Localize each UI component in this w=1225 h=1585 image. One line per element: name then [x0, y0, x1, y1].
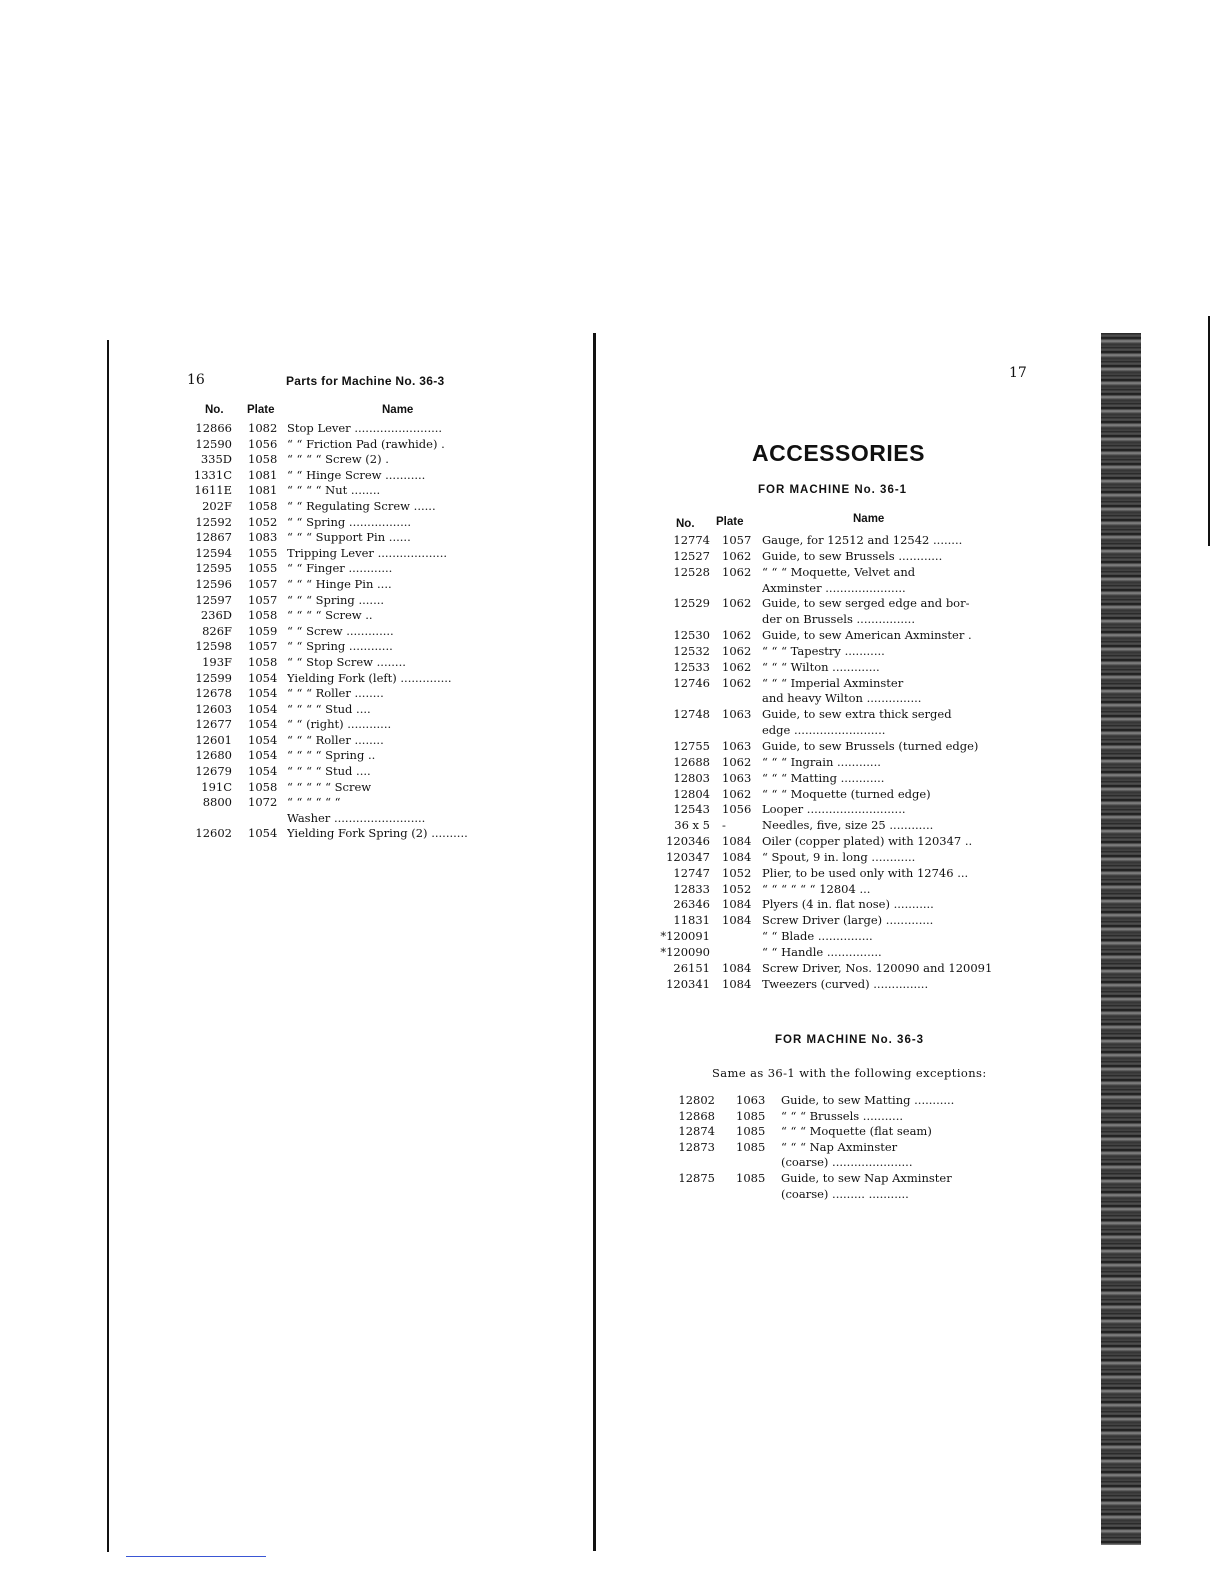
- plate-number: 1056: [722, 802, 752, 817]
- plate-number: 1054: [248, 826, 278, 841]
- part-number: 12590: [195, 436, 232, 451]
- table-row: [180, 421, 520, 437]
- part-number: 12543: [673, 802, 710, 817]
- table-row: [180, 655, 520, 671]
- table-row: [655, 612, 1000, 628]
- part-number: 12599: [195, 670, 232, 685]
- part-number: *120090: [660, 944, 710, 959]
- table-row: [655, 596, 1000, 612]
- table-row: [180, 702, 520, 718]
- plate-number: 1084: [722, 897, 752, 912]
- part-name: “ “ “ Roller ........: [287, 686, 384, 701]
- table-row: [180, 546, 520, 562]
- table-row: [665, 1171, 1005, 1187]
- table-row: [180, 468, 520, 484]
- part-name: Guide, to sew extra thick serged: [762, 707, 952, 722]
- table-row: [655, 644, 1000, 660]
- plate-number: 1062: [722, 659, 752, 674]
- part-number: 12875: [678, 1170, 715, 1185]
- part-number: 191C: [201, 779, 232, 794]
- part-number: 12874: [678, 1124, 715, 1139]
- table-row: [655, 961, 1000, 977]
- plate-number: 1055: [248, 545, 278, 560]
- part-name: “ “ “ Support Pin ......: [287, 530, 411, 545]
- table-row: [180, 530, 520, 546]
- table-row: [655, 866, 1000, 882]
- plate-number: -: [722, 818, 726, 833]
- plate-number: 1058: [248, 608, 278, 623]
- part-name: Screw Driver (large) .............: [762, 913, 934, 928]
- plate-number: 1063: [722, 770, 752, 785]
- part-number: 193F: [202, 654, 232, 669]
- part-name: Guide, to sew American Axminster .: [762, 628, 972, 643]
- part-name: “ “ “ “ “ “ 12804 ...: [762, 881, 871, 896]
- left-col-plate-header: Plate: [247, 404, 275, 416]
- table-row: [180, 795, 520, 811]
- left-page-number: 16: [187, 372, 205, 388]
- part-number: 826F: [202, 623, 232, 638]
- part-name: “ “ Regulating Screw ......: [287, 498, 436, 513]
- part-number: 12679: [195, 764, 232, 779]
- part-name: “ “ “ Roller ........: [287, 732, 384, 747]
- part-name: “ “ Blade ...............: [762, 929, 873, 944]
- part-name: Washer .........................: [287, 810, 426, 825]
- part-name: “ “ Handle ...............: [762, 944, 882, 959]
- plate-number: 1055: [248, 561, 278, 576]
- exceptions-list: [665, 1093, 1005, 1202]
- part-number: 12529: [673, 596, 710, 611]
- part-number: 12746: [673, 675, 710, 690]
- table-row: [180, 717, 520, 733]
- part-name: “ “ Stop Screw ........: [287, 654, 406, 669]
- plate-number: 1082: [248, 421, 278, 435]
- right-col-name-header: Name: [853, 513, 885, 525]
- plate-number: 1054: [248, 748, 278, 763]
- part-name: Stop Lever ........................: [287, 421, 443, 435]
- part-name: “ “ “ Nap Axminster: [781, 1139, 898, 1154]
- table-row: [180, 780, 520, 796]
- plate-number: 1084: [722, 913, 752, 928]
- section2-note: Same as 36-1 with the following exceptions:: [712, 1066, 987, 1080]
- plate-number: 1054: [248, 686, 278, 701]
- part-name: Gauge, for 12512 and 12542 ........: [762, 533, 963, 547]
- table-row: [665, 1140, 1005, 1156]
- part-name: “ “ “ “ Stud ....: [287, 764, 371, 779]
- part-number: 12678: [195, 686, 232, 701]
- table-row: [655, 818, 1000, 834]
- part-number: 12873: [678, 1139, 715, 1154]
- table-row: [655, 787, 1000, 803]
- table-row: [655, 565, 1000, 581]
- part-name: “ “ Spring ............: [287, 639, 393, 654]
- plate-number: 1057: [248, 592, 278, 607]
- table-row: [655, 739, 1000, 755]
- table-row: [655, 755, 1000, 771]
- table-row: [655, 802, 1000, 818]
- plate-number: 1085: [736, 1139, 766, 1154]
- part-name: “ “ Screw .............: [287, 623, 394, 638]
- part-name: Yielding Fork (left) ..............: [287, 670, 452, 685]
- part-number: 26346: [673, 897, 710, 912]
- plate-number: 1084: [722, 976, 752, 991]
- table-row: [180, 826, 520, 842]
- part-number: 12688: [673, 754, 710, 769]
- table-row: [665, 1187, 1005, 1203]
- part-name: “ “ (right) ............: [287, 717, 392, 732]
- part-name: “ “ “ Ingrain ............: [762, 754, 881, 769]
- part-name: Guide, to sew Brussels (turned edge): [762, 738, 979, 753]
- part-number: 236D: [200, 608, 232, 623]
- left-page-title: Parts for Machine No. 36-3: [286, 374, 445, 388]
- part-number: 12747: [673, 865, 710, 880]
- part-name: “ “ “ Matting ............: [762, 770, 885, 785]
- table-row: [180, 561, 520, 577]
- part-number: 36 x 5: [674, 818, 710, 833]
- table-row: [655, 628, 1000, 644]
- plate-number: 1081: [248, 467, 278, 482]
- plate-number: 1059: [248, 623, 278, 638]
- table-row: [665, 1155, 1005, 1171]
- part-name: der on Brussels ................: [762, 612, 915, 627]
- plate-number: 1072: [248, 795, 278, 810]
- table-row: [655, 771, 1000, 787]
- table-row: [655, 691, 1000, 707]
- part-name: “ “ “ Brussels ...........: [781, 1108, 904, 1123]
- part-number: 12527: [673, 548, 710, 563]
- part-number: 12532: [673, 643, 710, 658]
- plate-number: 1084: [722, 960, 752, 975]
- table-row: [180, 515, 520, 531]
- table-row: [180, 671, 520, 687]
- table-row: [655, 945, 1000, 961]
- part-name: Guide, to sew Nap Axminster: [781, 1170, 952, 1185]
- table-row: [655, 581, 1000, 597]
- plate-number: 1052: [722, 865, 752, 880]
- plate-number: 1058: [248, 654, 278, 669]
- table-row: [180, 577, 520, 593]
- part-name: “ “ “ “ Nut ........: [287, 483, 381, 498]
- table-row: [655, 850, 1000, 866]
- part-number: 12595: [195, 561, 232, 576]
- plate-number: 1056: [248, 436, 278, 451]
- part-number: 12603: [195, 701, 232, 716]
- part-name: “ “ Hinge Screw ...........: [287, 467, 426, 482]
- table-row: [655, 897, 1000, 913]
- part-number: 12868: [678, 1108, 715, 1123]
- plate-number: 1084: [722, 834, 752, 849]
- table-row: [655, 834, 1000, 850]
- part-name: “ “ “ “ Spring ..: [287, 748, 376, 763]
- plate-number: 1085: [736, 1124, 766, 1139]
- plate-number: 1057: [722, 533, 752, 547]
- table-row: [180, 608, 520, 624]
- part-number: 120346: [666, 834, 710, 849]
- right-col-plate-header: Plate: [716, 516, 744, 528]
- table-row: [180, 624, 520, 640]
- part-name: “ “ “ “ “ Screw: [287, 779, 372, 794]
- part-name: (coarse) ......... ...........: [781, 1186, 909, 1201]
- table-row: [665, 1109, 1005, 1125]
- plate-number: 1052: [722, 881, 752, 896]
- part-name: “ “ “ Spring .......: [287, 592, 385, 607]
- left-col-name-header: Name: [382, 404, 414, 416]
- part-name: “ “ “ Tapestry ...........: [762, 643, 885, 658]
- part-name: edge .........................: [762, 723, 886, 738]
- table-row: [655, 707, 1000, 723]
- part-name: Screw Driver, Nos. 120090 and 120091: [762, 960, 993, 975]
- part-name: “ “ “ Hinge Pin ....: [287, 576, 392, 591]
- part-number: 1331C: [193, 467, 232, 482]
- part-number: 8800: [202, 795, 232, 810]
- table-row: [655, 929, 1000, 945]
- part-name: and heavy Wilton ...............: [762, 691, 922, 706]
- section1-heading: FOR MACHINE No. 36-1: [758, 484, 908, 496]
- right-page-number: 17: [1009, 365, 1027, 381]
- part-number: 12533: [673, 659, 710, 674]
- part-name: (coarse) ......................: [781, 1155, 913, 1170]
- plate-number: 1054: [248, 764, 278, 779]
- plate-number: 1062: [722, 596, 752, 611]
- table-row: [180, 748, 520, 764]
- table-row: [180, 811, 520, 827]
- plate-number: 1057: [248, 576, 278, 591]
- table-row: [180, 483, 520, 499]
- part-number: 12755: [673, 738, 710, 753]
- part-name: Tripping Lever ...................: [287, 545, 448, 560]
- plate-number: 1085: [736, 1108, 766, 1123]
- table-row: [180, 437, 520, 453]
- plate-number: 1052: [248, 514, 278, 529]
- plate-number: 1081: [248, 483, 278, 498]
- part-number: 26151: [673, 960, 710, 975]
- accessories-title: ACCESSORIES: [752, 440, 925, 466]
- plate-number: 1062: [722, 786, 752, 801]
- plate-number: 1054: [248, 701, 278, 716]
- plate-number: 1083: [248, 530, 278, 545]
- part-number: 12802: [678, 1093, 715, 1107]
- left-col-no-header: No.: [205, 404, 224, 416]
- part-name: “ “ “ Imperial Axminster: [762, 675, 904, 690]
- table-row: [180, 733, 520, 749]
- plate-number: 1062: [722, 675, 752, 690]
- plate-number: 1058: [248, 498, 278, 513]
- part-number: 12748: [673, 707, 710, 722]
- part-name: Guide, to sew Brussels ............: [762, 548, 943, 563]
- part-name: “ “ Finger ............: [287, 561, 393, 576]
- part-name: “ “ “ “ Screw (2) .: [287, 452, 389, 467]
- plate-number: 1063: [722, 707, 752, 722]
- bottom-link-underline: [126, 1556, 266, 1557]
- plate-number: 1058: [248, 779, 278, 794]
- table-row: [655, 723, 1000, 739]
- part-number: 12680: [195, 748, 232, 763]
- part-number: 12598: [195, 639, 232, 654]
- table-row: [655, 676, 1000, 692]
- part-number: 12597: [195, 592, 232, 607]
- plate-number: 1062: [722, 628, 752, 643]
- table-row: [655, 660, 1000, 676]
- table-row: [180, 593, 520, 609]
- table-row: [180, 686, 520, 702]
- part-number: 120341: [666, 976, 710, 991]
- section2-heading: FOR MACHINE No. 36-3: [775, 1034, 925, 1046]
- plate-number: 1054: [248, 732, 278, 747]
- part-number: 12592: [195, 514, 232, 529]
- table-row: [665, 1124, 1005, 1140]
- table-row: [655, 533, 1000, 549]
- table-row: [180, 639, 520, 655]
- part-number: 1611E: [194, 483, 232, 498]
- plate-number: 1085: [736, 1170, 766, 1185]
- table-row: [655, 977, 1000, 993]
- part-number: 12530: [673, 628, 710, 643]
- plate-number: 1062: [722, 548, 752, 563]
- part-name: Yielding Fork Spring (2) ..........: [287, 826, 468, 841]
- table-row: [180, 452, 520, 468]
- table-row: [665, 1093, 1005, 1109]
- plate-number: 1084: [722, 849, 752, 864]
- table-row: [655, 882, 1000, 898]
- part-number: 12677: [195, 717, 232, 732]
- part-name: Guide, to sew serged edge and bor-: [762, 596, 970, 611]
- part-number: 12602: [195, 826, 232, 841]
- part-name: “ “ “ “ “ “: [287, 795, 341, 810]
- part-number: 12601: [195, 732, 232, 747]
- part-name: Plyers (4 in. flat nose) ...........: [762, 897, 934, 912]
- part-number: 202F: [202, 498, 232, 513]
- part-name: “ “ “ Moquette (turned edge): [762, 786, 931, 801]
- right-col-no-header: No.: [676, 518, 695, 530]
- spine-line: [593, 333, 596, 1551]
- plate-number: 1062: [722, 754, 752, 769]
- part-name: Axminster ......................: [762, 580, 906, 595]
- part-number: *120091: [660, 929, 710, 944]
- part-name: Looper ...........................: [762, 802, 906, 817]
- part-number: 12803: [673, 770, 710, 785]
- table-row: [180, 764, 520, 780]
- part-number: 11831: [673, 913, 710, 928]
- plate-number: 1062: [722, 564, 752, 579]
- part-number: 120347: [666, 849, 710, 864]
- accessories-list: [655, 533, 1000, 992]
- part-name: Needles, five, size 25 ............: [762, 818, 934, 833]
- part-number: 12594: [195, 545, 232, 560]
- plate-number: 1057: [248, 639, 278, 654]
- plate-number: 1063: [722, 738, 752, 753]
- part-name: “ “ Spring .................: [287, 514, 412, 529]
- plate-number: 1063: [736, 1093, 766, 1107]
- plate-number: 1058: [248, 452, 278, 467]
- part-name: “ “ Friction Pad (rawhide) .: [287, 436, 445, 451]
- part-name: “ “ “ Moquette (flat seam): [781, 1124, 932, 1139]
- part-number: 12804: [673, 786, 710, 801]
- part-name: Oiler (copper plated) with 120347 ..: [762, 834, 973, 849]
- part-number: 12528: [673, 564, 710, 579]
- part-number: 335D: [200, 452, 232, 467]
- part-name: “ “ “ Wilton .............: [762, 659, 880, 674]
- left-page-edge: [107, 340, 109, 1552]
- part-number: 12774: [673, 533, 710, 547]
- right-page-edge-strip: [1101, 333, 1141, 1545]
- part-name: “ “ “ “ Screw ..: [287, 608, 373, 623]
- plate-number: 1062: [722, 643, 752, 658]
- plate-number: 1054: [248, 670, 278, 685]
- part-number: 12833: [673, 881, 710, 896]
- table-row: [655, 549, 1000, 565]
- part-name: “ “ “ Moquette, Velvet and: [762, 564, 916, 579]
- part-number: 12596: [195, 576, 232, 591]
- right-border: [1208, 316, 1210, 546]
- part-number: 12866: [195, 421, 232, 435]
- part-name: Guide, to sew Matting ...........: [781, 1093, 955, 1107]
- table-row: [655, 913, 1000, 929]
- part-name: Tweezers (curved) ...............: [762, 976, 929, 991]
- left-parts-list: [180, 421, 520, 842]
- part-name: “ “ “ “ Stud ....: [287, 701, 371, 716]
- part-number: 12867: [195, 530, 232, 545]
- part-name: Plier, to be used only with 12746 ...: [762, 865, 969, 880]
- plate-number: 1054: [248, 717, 278, 732]
- table-row: [180, 499, 520, 515]
- part-name: “ Spout, 9 in. long ............: [762, 849, 916, 864]
